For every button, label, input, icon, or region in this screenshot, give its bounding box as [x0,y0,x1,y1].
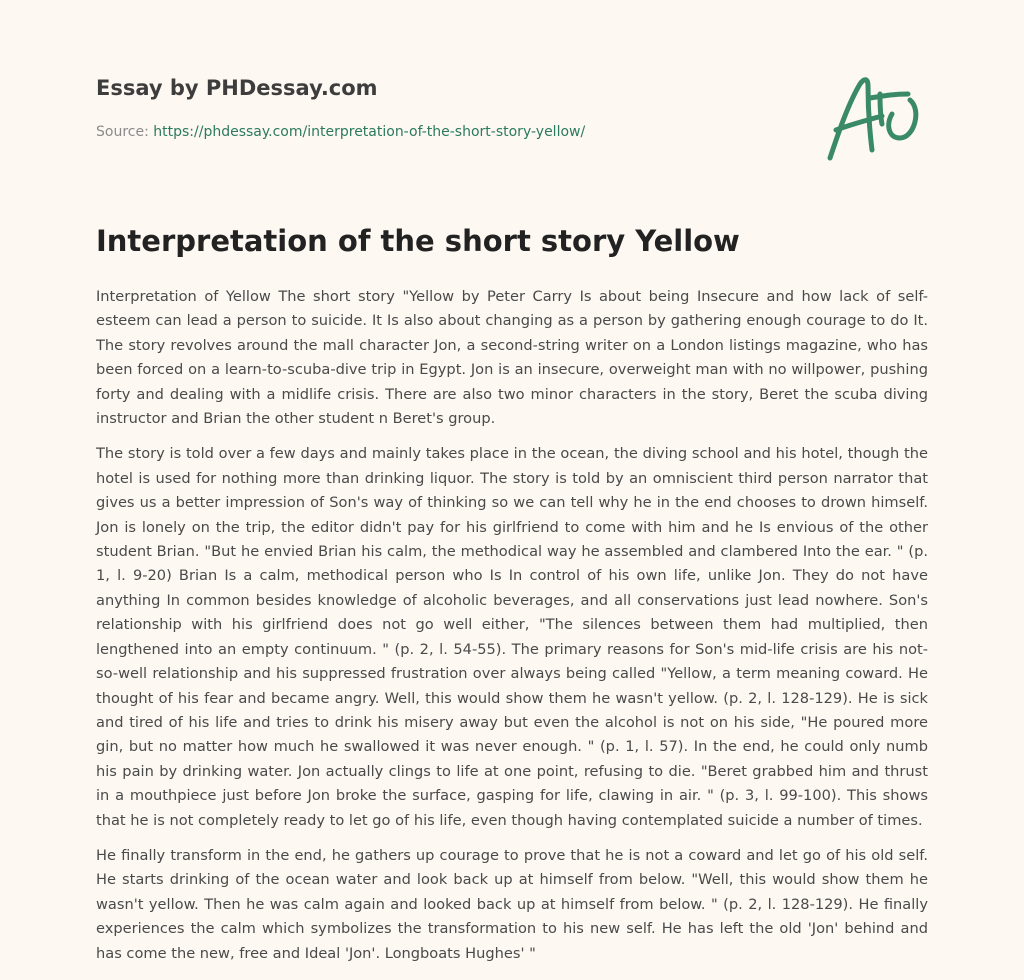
source-label: Source: [96,124,149,140]
paragraph: He finally transform in the end, he gathers up courage to prove that he is not a coward and let go of his old self. He starts drinking of the ocean water and look back up at himself from below. "Well, this would show them he wasn't yellow. Then he was calm again and looked back up at himself from below. " (p. 2, l. 128-129). He finally experiences the calm which symbolizes the transformation to his new self. He has left the old 'Jon' behind and has come the new, free and Ideal 'Jon'. Longboats Hughes' " [96,846,928,962]
paragraph: Interpretation of Yellow The short story "Yellow by Peter Carry Is about being Insecure and how lack of self-esteem can lead a person to suicide. It Is also about changing as a person by gathering enough courage to do It. The story revolves around the mall character Jon, a second-string writer on a London listings magazine, who has been forced on a learn-to-scuba-dive trip in Egypt. Jon is an insecure, overweight man with no willpower, pushing forty and dealing with a midlife crisis. There are also two minor characters in the story, Beret the scuba diving instructor and Brian the other student n Beret's group. [96,288,928,428]
essay-body [96,285,928,977]
site-title: Essay by PHDessay.com [96,76,378,100]
paragraph: The story is told over a few days and mainly takes place in the ocean, the diving school and his hotel, though the hotel is used for nothing more than drinking liquor. The story is told by an omniscient third person narrator that gives us a better impression of Son's way of thinking so we can tell why he in the end chooses to drown himself. Jon is lonely on the trip, the editor didn't pay for his girlfriend to come with him and he Is envious of the other student Brian. "But he envied Brian his calm, the methodical way he assembled and clambered Into the ear. " (p. 1, l. 9-20) Brian Is a calm, methodical person who Is In control of his own life, unlike Jon. They do not have anything In common besides knowledge of alcoholic beverages, and all conservations just lead nowhere. Son's relationship with his girlfriend does not go well either, "The silences between them had multiplied, then lengthened into an empty continuum. " (p. 2, l. 54-55). The primary reasons for Son's mid-life crisis are his not-so-well relationship and his suppressed frustration over always being called "Yellow, a term meaning coward. He thought of his fear and became angry. Well, this would show them he wasn't yellow. (p. 2, l. 128-129). He is sick and tired of his life and tries to drink his misery away but even the alcohol is not on his side, "He poured more gin, but no matter how much he swallowed it was never enough. " (p. 1, l. 57). In the end, he could only numb his pain by drinking water. Jon actually clings to life at one point, refusing to die. "Beret grabbed him and thrust in a mouthpiece just before Jon broke the surface, gasping for life, clawing in air. " (p. 3, l. 99-100). This shows that he is not completely ready to let go of his life, even though having contemplated suicide a number of times. [96,445,928,829]
essay-title: Interpretation of the short story Yellow [96,224,740,258]
source-line [96,124,585,140]
source-link[interactable]: https://phdessay.com/interpretation-of-the-short-story-yellow/ [153,124,586,140]
a-plus-grade-icon [818,64,928,164]
